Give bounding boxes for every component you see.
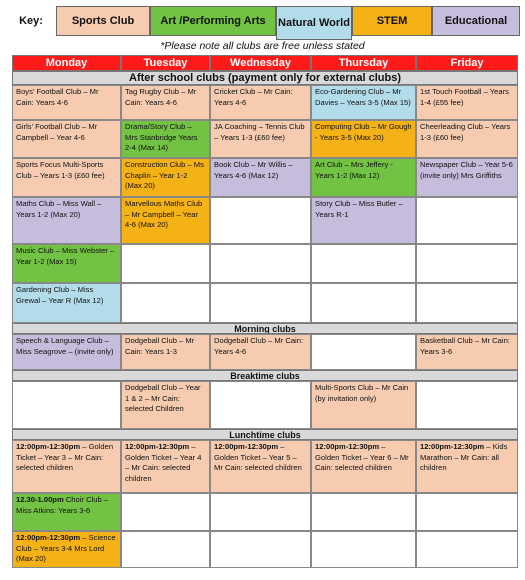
lunchtime-row3-monday: 12:00pm-12:30pm – Science Club – Years 3-4 Mrs Lord (Max 20) <box>12 531 121 568</box>
lunchtime-row1-tuesday: 12:00pm-12:30pm – Golden Ticket – Year 4 – Mr Cain: selected children <box>121 440 210 493</box>
after-school-row1-monday: Boys' Football Club – Mr Cain: Years 4-6 <box>12 85 121 120</box>
lunchtime-row3-tuesday <box>121 531 210 568</box>
after-school-row3-thursday: Art Club – Mrs Jeffery - Years 1-2 (Max 12) <box>311 158 416 197</box>
breaktime-club-monday <box>12 381 121 429</box>
after-school-row6-tuesday <box>121 283 210 323</box>
after-school-row3-wednesday: Book Club – Mr Willis – Years 4-6 (Max 12) <box>210 158 311 197</box>
lunchtime-row2-friday <box>416 493 518 531</box>
after-school-row5-tuesday <box>121 244 210 283</box>
key-sports-club: Sports Club <box>56 6 150 36</box>
breaktime-club-tuesday: Dodgeball Club – Year 1 & 2 – Mr Cain: selected Children <box>121 381 210 429</box>
fees-note: *Please note all clubs are free unless stated <box>160 40 365 52</box>
after-school-row4-wednesday <box>210 197 311 244</box>
after-school-row2-monday: Girls' Football Club – Mr Campbell – Year 4-6 <box>12 120 121 158</box>
after-school-row3-friday: Newspaper Club – Year 5-6 (invite only) Mrs Griffiths <box>416 158 518 197</box>
key-art-performing-arts: Art /Performing Arts <box>150 6 276 36</box>
after-school-row2-tuesday: Drama/Story Club – Mrs Stanbridge Years 2-4 (Max 14) <box>121 120 210 158</box>
after-school-row3-tuesday: Construction Club – Ms Chaplin – Year 1-2 (Max 20) <box>121 158 210 197</box>
after-school-row2-wednesday: JA Coaching – Tennis Club – Years 1-3 (£60 fee) <box>210 120 311 158</box>
section-after-school: After school clubs (payment only for external clubs) <box>12 71 518 85</box>
lunchtime-row3-wednesday <box>210 531 311 568</box>
morning-club-thursday <box>311 334 416 370</box>
morning-club-tuesday: Dodgeball Club – Mr Cain: Years 1-3 <box>121 334 210 370</box>
after-school-row6-friday <box>416 283 518 323</box>
lunchtime-row2-thursday <box>311 493 416 531</box>
lunchtime-row2-monday: 12.30-1.00pm Choir Club – Miss Atkins: Years 3-6 <box>12 493 121 531</box>
after-school-row3-monday: Sports Focus Multi-Sports Club – Years 1-3 (£60 fee) <box>12 158 121 197</box>
section-lunchtime: Lunchtime clubs <box>12 429 518 440</box>
lunchtime-row3-thursday <box>311 531 416 568</box>
after-school-row5-monday: Music Club – Miss Webster – Year 1-2 (Max 15) <box>12 244 121 283</box>
breaktime-club-thursday: Multi-Sports Club – Mr Cain (by invitation only) <box>311 381 416 429</box>
after-school-row5-friday <box>416 244 518 283</box>
lunchtime-row2-wednesday <box>210 493 311 531</box>
after-school-row1-friday: 1st Touch Football – Years 1-4 (£55 fee) <box>416 85 518 120</box>
after-school-row4-friday <box>416 197 518 244</box>
lunchtime-row1-monday: 12:00pm-12:30pm – Golden Ticket – Year 3 – Mr Cain: selected children <box>12 440 121 493</box>
after-school-row6-wednesday <box>210 283 311 323</box>
after-school-row6-thursday <box>311 283 416 323</box>
after-school-row1-tuesday: Tag Rugby Club – Mr Cain: Years 4-6 <box>121 85 210 120</box>
after-school-row5-wednesday <box>210 244 311 283</box>
morning-club-monday: Speech & Language Club – Miss Seagrove – (invite only) <box>12 334 121 370</box>
lunchtime-row1-friday: 12:00pm-12:30pm – Kids Marathon – Mr Cain: all children <box>416 440 518 493</box>
day-header-thursday: Thursday <box>311 55 416 71</box>
after-school-row6-monday: Gardening Club – Miss Grewal – Year R (Max 12) <box>12 283 121 323</box>
key-label: Key: <box>19 14 43 27</box>
after-school-row4-thursday: Story Club – Miss Butler – Years R-1 <box>311 197 416 244</box>
after-school-row2-friday: Cheerleading Club – Years 1-3 (£60 fee) <box>416 120 518 158</box>
lunchtime-row1-wednesday: 12:00pm-12:30pm – Golden Ticket – Year 5 – Mr Cain: selected children <box>210 440 311 493</box>
morning-club-wednesday: Dodgeball Club – Mr Cain: Years 4-6 <box>210 334 311 370</box>
day-header-wednesday: Wednesday <box>210 55 311 71</box>
after-school-row4-tuesday: Marvellous Maths Club – Mr Campbell – Year 4-6 (Max 20) <box>121 197 210 244</box>
after-school-row1-thursday: Eco-Gardening Club – Mr Davies – Years 3-5 (Max 15) <box>311 85 416 120</box>
key-educational: Educational <box>432 6 520 36</box>
day-header-monday: Monday <box>12 55 121 71</box>
lunchtime-row1-thursday: 12:00pm-12:30pm – Golden Ticket – Year 6 – Mr Cain: selected children <box>311 440 416 493</box>
after-school-row5-thursday <box>311 244 416 283</box>
key-natural-world: Natural World <box>276 6 352 40</box>
section-breaktime: Breaktime clubs <box>12 370 518 381</box>
key-stem: STEM <box>352 6 432 36</box>
day-header-tuesday: Tuesday <box>121 55 210 71</box>
after-school-row2-thursday: Computing Club – Mr Gough - Years 3-5 (Max 20) <box>311 120 416 158</box>
lunchtime-row2-tuesday <box>121 493 210 531</box>
section-morning: Morning clubs <box>12 323 518 334</box>
after-school-row1-wednesday: Cricket Club – Mr Cain: Years 4-6 <box>210 85 311 120</box>
lunchtime-row3-friday <box>416 531 518 568</box>
day-header-friday: Friday <box>416 55 518 71</box>
breaktime-club-friday <box>416 381 518 429</box>
morning-club-friday: Basketball Club – Mr Cain: Years 3-6 <box>416 334 518 370</box>
after-school-row4-monday: Maths Club – Miss Wall – Years 1-2 (Max 20) <box>12 197 121 244</box>
breaktime-club-wednesday <box>210 381 311 429</box>
